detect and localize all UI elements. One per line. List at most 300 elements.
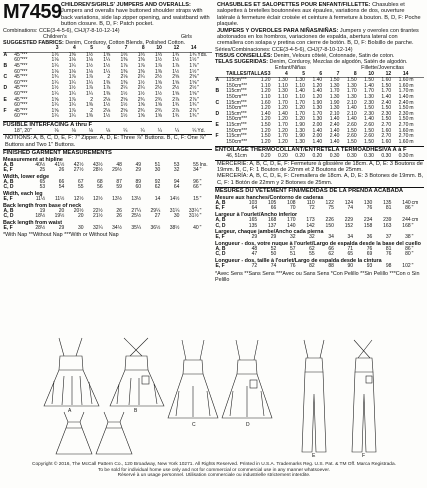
row-value: 142	[306, 222, 315, 229]
row-value: 1¼	[51, 63, 59, 70]
measurement-title: Longueur - dos, votre nuque à l'ourlet/Largo de espalda desde la base del cuello	[215, 240, 421, 247]
row-view: E	[215, 122, 219, 128]
row-value: 1⅞	[189, 63, 197, 70]
row-value: 65	[347, 251, 354, 258]
row-value: 86	[405, 205, 411, 212]
row-value: 1.70	[364, 88, 374, 95]
row-width: 115cm***	[226, 122, 247, 128]
row-width: 45"***	[14, 74, 28, 81]
row-value: 87	[116, 178, 122, 185]
measurements-en	[3, 157, 212, 232]
row-value: 1.40	[381, 94, 392, 101]
row-value: 20	[58, 207, 65, 214]
row-value: 1.50	[364, 127, 374, 134]
description-fr-text: Chasubles et salopettes à bretelles boutonnées aux épaules, variations de dos, ouverture latérale à fermeture éclair croisée et ceinture à fermeture à bouton. B, D, F: Poche plaquée.	[217, 2, 421, 28]
measurement-title: Longueur - dos, taille à l'ourlet/Largo de espalda desde la cintura	[215, 257, 382, 264]
row-view: C, D	[3, 213, 14, 220]
row-unit: "	[199, 195, 202, 202]
row-value: 168	[267, 216, 277, 223]
row-view: A, B	[3, 178, 14, 185]
row-width: 115cm***	[226, 110, 247, 117]
row-value: 1⅝	[172, 79, 180, 86]
row-unit: "	[197, 57, 200, 64]
row-view: E, F	[215, 262, 225, 269]
row-value: 1.90	[295, 133, 305, 140]
row-width: 150cm***	[226, 127, 248, 134]
size-header-cell: 14	[180, 46, 197, 52]
table-row	[215, 264, 424, 270]
row-value: 1¼	[68, 113, 76, 120]
row-value: 1.30	[295, 127, 305, 134]
row-value: 1.20	[260, 138, 271, 145]
row-unit: "	[197, 102, 200, 109]
row-value: 2.10	[346, 110, 357, 117]
row-value: 1.40	[398, 94, 409, 101]
row-value: 2.40	[329, 122, 340, 128]
size-header-cell: 10	[145, 46, 162, 52]
view-b-drawing	[110, 338, 164, 406]
row-unit: m	[409, 127, 414, 134]
measurement-table	[3, 163, 212, 174]
row-value: 1.60	[381, 77, 392, 84]
row-unit: "	[199, 167, 202, 174]
row-value: 2.60	[346, 122, 357, 128]
row-value: 108	[287, 199, 296, 206]
row-value: 1½	[103, 63, 111, 70]
row-value: 1.20	[278, 138, 288, 145]
fabrics-es-text: Denim, Corduroy, Mezclas de algodón, Satén de algodón.	[269, 59, 408, 66]
row-value: 137	[267, 222, 277, 229]
girls-label: Girls	[180, 33, 192, 40]
row-value: 12½	[92, 195, 103, 202]
row-width: 115cm***	[226, 99, 247, 106]
measurement-table	[215, 201, 424, 212]
row-value: 1.40	[364, 116, 374, 123]
row-value: 1.20	[278, 127, 288, 134]
row-unit: "	[199, 224, 202, 231]
row-value: 1½	[103, 102, 111, 109]
enfant-label: Enfant/Niñas	[275, 65, 306, 72]
row-value: 1¾	[189, 113, 197, 120]
row-value: 74	[270, 262, 277, 269]
row-value: 1.70	[398, 88, 409, 95]
table-row	[215, 140, 424, 146]
row-value: 2¾	[137, 96, 145, 103]
row-value: 226	[325, 216, 334, 223]
row-value: 1¾	[172, 102, 180, 109]
row-value: 51	[289, 251, 296, 258]
row-unit: "	[197, 68, 200, 75]
row-value: 20½	[73, 207, 84, 214]
copyright-line-2: To be sold for individual home use only and not for commercial or commercial use in any manner whatsoever.	[98, 467, 330, 473]
row-unit: m	[409, 77, 414, 84]
row-view: E, F	[3, 195, 13, 202]
row-unit: m	[409, 88, 414, 95]
row-value: 1⅜	[68, 51, 76, 58]
row-value: 76	[366, 245, 373, 252]
row-unit: m	[409, 94, 414, 101]
row-value: 68	[97, 178, 103, 185]
row-value: 1⅛	[86, 68, 93, 75]
row-value: 2⅞	[189, 96, 197, 103]
row-value: 30	[77, 224, 84, 231]
row-value: 34	[193, 167, 199, 174]
view-a-label: A	[68, 408, 72, 414]
row-value: 34½	[112, 224, 122, 231]
row-value: 1⅝	[137, 102, 145, 109]
size-header-cell: 4	[59, 46, 76, 52]
row-value: 1.20	[312, 94, 323, 101]
row-value: 51	[154, 161, 161, 168]
french-spanish-column	[215, 2, 424, 283]
row-value: 56	[97, 184, 103, 191]
row-value: 2.70	[398, 133, 409, 140]
row-view: C, D	[3, 184, 14, 191]
row-value: 15	[193, 195, 199, 202]
row-unit: m	[409, 105, 414, 112]
row-value: 1⅝	[103, 51, 111, 58]
row-view: C, D	[215, 251, 226, 258]
row-value: 1.40	[312, 138, 323, 145]
size-header-label: TAILLES/TALLAS	[226, 70, 268, 77]
row-value: 1.50	[346, 138, 357, 145]
row-value: 2½	[189, 85, 197, 92]
row-value: 1.20	[278, 116, 288, 123]
row-value: 2⅝	[120, 107, 128, 114]
title-es: JUMPERS Y OVEROLES PARA NIÑAS/NIÑAS:	[217, 27, 339, 34]
row-value: 1.60	[398, 127, 409, 134]
row-value: 1.40	[346, 105, 357, 112]
row-value: 1⅝	[51, 96, 59, 103]
row-view: A, B	[215, 245, 226, 252]
row-value: 94	[173, 178, 180, 185]
row-value: 2¼	[137, 74, 145, 81]
row-width: 45"***	[14, 85, 28, 92]
row-value: 229	[344, 216, 354, 223]
row-value: 1½	[137, 79, 145, 86]
row-value: 2¾	[154, 107, 162, 114]
row-width: 60"***	[14, 102, 28, 109]
english-column	[3, 2, 212, 239]
row-value: 86	[405, 245, 411, 252]
row-value: 1.60	[398, 138, 409, 145]
row-value: 40	[193, 224, 199, 231]
row-value: 14	[154, 195, 161, 202]
row-width: 150cm***	[226, 82, 248, 89]
notions-en: NOTIONS: A, B, C, D, E, F: 7" Zipper. A, D, E: Three ⅞" Buttons. B, C, F: One ⅞" Buttons and Two 1" Buttons.	[3, 134, 212, 148]
row-value: 2½	[154, 85, 162, 92]
size-header-cell: 5	[288, 72, 305, 78]
row-view: B	[3, 63, 8, 70]
row-value: 2½	[154, 74, 162, 81]
row-value: 1⅞	[137, 63, 145, 70]
row-value: 1.20	[295, 116, 305, 123]
row-unit: "	[199, 213, 202, 220]
row-value: 1.50	[364, 138, 374, 145]
size-header-cell: 10	[357, 72, 374, 78]
finished-header-fr: MESURES DU VÊTEMENT FINI/MEDIDAS DE LA PRENDA ACABADA	[215, 187, 424, 195]
row-value: 1.60	[381, 138, 392, 145]
row-value: 64	[251, 205, 258, 212]
row-value: 55	[77, 184, 84, 191]
measurement-table	[3, 209, 212, 220]
measurement-title: Largeur à l'ourlet/Ancho inferior	[215, 211, 298, 218]
row-value: 32¼	[92, 224, 103, 231]
row-value: 52	[270, 245, 277, 252]
row-value: 2¾	[154, 96, 162, 103]
row-value: 239	[383, 216, 392, 223]
size-header-cell: 6	[93, 46, 110, 52]
size-header-cell: 12	[374, 72, 391, 78]
row-value: 2¼	[120, 85, 128, 92]
row-unit: "	[197, 90, 200, 97]
row-value: ⅛	[106, 127, 111, 134]
row-value: 0.30	[398, 152, 409, 159]
row-value: 1⅔	[154, 51, 162, 58]
row-value: 57	[289, 245, 296, 252]
row-value: 1.20	[260, 77, 271, 84]
fabrics-text: Denim, Corduroy, Cotton Blends, Polished Cotton.	[65, 40, 186, 47]
row-view: F	[3, 107, 7, 114]
row-value: 1⅝	[154, 102, 162, 109]
header-en	[3, 2, 212, 28]
row-unit: "	[197, 79, 200, 86]
row-value: 43½	[92, 161, 103, 168]
row-value: 80	[405, 251, 411, 258]
row-value: 1⅜	[154, 68, 162, 75]
nap-note-en: *With Nap **Without Nap ***With or Without Nap	[3, 232, 119, 239]
row-value: 173	[306, 216, 315, 223]
row-value: 1⅜	[86, 113, 93, 120]
row-value: 88	[328, 262, 334, 269]
description-es-text: Jumpers y overoles con tirantes abotonados en los hombros, variaciones de espalda, abertura lateral con cremallera con solapa y pretina con cierre de botón. B, D, F: Bolsillo de parche.	[217, 27, 419, 47]
row-value: 1⅜	[137, 57, 145, 64]
nap-note-fr: *Avec Sens **Sans Sens ***Avec ou Sans Sens *Con Pelillo **Sin Pelillo ***Con o Sin Pelillo	[215, 270, 420, 283]
row-value: 1.40	[312, 88, 323, 95]
row-value: 1.60	[381, 127, 392, 134]
row-value: 62	[309, 245, 315, 252]
row-value: 1⅞	[68, 74, 76, 81]
row-value: 1.30	[329, 82, 340, 89]
row-value: 1½	[120, 113, 128, 120]
row-value: 71	[347, 245, 354, 252]
children-label: Children's	[43, 33, 67, 40]
row-value: 2.60	[364, 133, 374, 140]
row-value: 1.60	[398, 82, 409, 89]
row-value: 1.40	[295, 88, 305, 95]
row-value: 1⅝	[51, 107, 59, 114]
row-width: 115cm***	[226, 77, 247, 84]
row-width: 45"***	[14, 107, 28, 114]
row-value: 1.50	[381, 82, 392, 89]
row-value: 19	[39, 207, 46, 214]
row-value: 2.70	[381, 133, 392, 140]
row-width: 150cm***	[226, 105, 248, 112]
row-value: 1½	[120, 90, 128, 97]
row-value: 1⅞	[120, 63, 128, 70]
row-value: 2¼	[137, 85, 145, 92]
size-header-cell: 3	[254, 72, 271, 78]
row-value: 1⅜	[120, 57, 128, 64]
row-value: 21½	[92, 213, 103, 220]
row-value: 1.50	[381, 116, 392, 123]
row-value: 70	[289, 205, 296, 212]
row-value: ¼	[174, 127, 180, 134]
row-value: 1¼	[68, 79, 76, 86]
description-en-text: Jumpers and overalls have buttoned shoulder straps with back variations, side lap zipper opening, and waistband with button closure. B, D, F: Patch pocket.	[61, 8, 210, 28]
description-es	[215, 28, 424, 47]
view-c-drawing	[56, 412, 92, 454]
row-unit: "	[411, 222, 414, 229]
row-value: 1⅞	[154, 63, 162, 70]
row-value: 72	[309, 205, 315, 212]
row-value: 1.50	[346, 127, 357, 134]
row-view	[215, 140, 226, 146]
view-d-label: D	[246, 422, 250, 428]
row-value: 1.20	[260, 127, 271, 134]
row-value: 130	[363, 199, 373, 206]
copyright-block	[4, 462, 424, 479]
measurement-title: Measurement at hipline	[3, 156, 63, 163]
row-view: E	[3, 96, 7, 103]
row-value: 1¾	[189, 102, 197, 109]
row-value: 2⅛	[120, 74, 128, 81]
row-value: 1.40	[329, 116, 340, 123]
row-view: C, D	[215, 222, 226, 229]
row-value: 1⅝	[137, 113, 145, 120]
row-value: 76	[385, 251, 392, 258]
row-value: 1.40	[260, 110, 271, 117]
row-value: 1⅜	[137, 68, 145, 75]
row-value: 54	[58, 184, 65, 191]
row-value: 55	[309, 251, 315, 258]
row-value: ⅛	[71, 127, 76, 134]
row-value: 1½	[51, 85, 59, 92]
row-value: 0.20	[312, 152, 323, 159]
row-value: 41½	[54, 161, 65, 168]
row-value: 1⅛	[86, 57, 93, 64]
row-value: 36½	[150, 224, 161, 231]
row-unit: Yd.	[197, 127, 205, 134]
row-value: 35¼	[131, 224, 142, 231]
row-value: 30	[173, 213, 180, 220]
measurement-title: Back length from base of neck	[3, 202, 82, 209]
row-value: 47	[251, 251, 258, 258]
row-unit: "	[411, 245, 414, 252]
row-value: 0.30	[346, 152, 357, 159]
size-header-cell: 6	[305, 72, 322, 78]
row-value: 140	[287, 222, 296, 229]
row-value: 1⅛	[68, 57, 76, 64]
row-value: 1⅞	[68, 96, 76, 103]
row-value: 1.40	[346, 116, 357, 123]
row-value: 1⅔	[137, 51, 145, 58]
row-value: 1½	[189, 68, 197, 75]
row-value: 1.70	[329, 88, 340, 95]
measurement-title: Width, each leg	[3, 190, 43, 197]
row-value: 1.70	[346, 88, 357, 95]
row-value: 2⅛	[103, 107, 111, 114]
row-width: 150cm***	[226, 138, 248, 145]
row-value: 1.10	[278, 94, 288, 101]
row-value: 1.30	[364, 94, 374, 101]
row-value: 65	[39, 178, 46, 185]
copyright-line-1: Copyright © 2016, The McCall Pattern Co., 120 Broadway, New York 10271. All Rights Reserved. Printed in U.S.A. Trademarks Reg. U.S. Pat. & TM Off. Marca Registrada.	[32, 462, 396, 467]
row-view: A	[3, 51, 8, 58]
row-width: 115cm***	[226, 88, 247, 95]
row-value: 2.30	[398, 110, 409, 117]
row-value: 1.20	[278, 105, 288, 112]
row-unit: m	[409, 99, 414, 106]
row-value: 28½	[35, 224, 46, 231]
row-unit: "	[411, 205, 414, 212]
row-value: 2.10	[346, 99, 357, 106]
row-unit: "	[197, 63, 200, 70]
row-value: 1¼	[51, 102, 59, 109]
row-value: 1.50	[260, 122, 271, 128]
row-value: 90	[347, 262, 354, 269]
row-value: 140	[402, 199, 411, 206]
size-header-cell: 7	[323, 72, 340, 78]
row-value: 1.60	[260, 99, 271, 106]
row-value: 2⅝	[120, 96, 128, 103]
row-value: 2.40	[398, 99, 409, 106]
combinations-fr: Séries/Combinaciones: CCE(3-4-5-6), CHJ(7-8-10-12-14)	[215, 46, 353, 53]
row-value: ⅛	[88, 127, 93, 134]
row-value: 38½	[169, 224, 180, 231]
row-width: 60"***	[14, 79, 28, 86]
row-value: 244	[402, 216, 411, 223]
size-header-cell: 4	[271, 72, 288, 78]
row-value: 2.60	[364, 122, 374, 128]
size-header-cell: 8	[340, 72, 357, 78]
row-value: 124	[344, 199, 354, 206]
row-value: 1.20	[312, 82, 323, 89]
row-width: 45"***	[14, 96, 28, 103]
row-value: 11½	[54, 195, 65, 202]
measurement-table	[3, 226, 212, 232]
row-value: 75	[328, 205, 334, 212]
row-unit: m	[409, 133, 414, 140]
fillette-label: Fillette/Jovencitas	[361, 65, 404, 72]
row-value: 1⅝	[189, 79, 197, 86]
row-value: 1¼	[103, 68, 111, 75]
row-value: 1¼	[51, 79, 59, 86]
row-value: 82	[309, 262, 315, 269]
row-value: 26	[58, 167, 65, 174]
row-view: C	[3, 74, 8, 81]
view-e-drawing	[302, 340, 326, 452]
row-value: 0.20	[260, 152, 271, 159]
row-value: 37	[385, 234, 392, 241]
row-view: A, B	[3, 161, 14, 168]
row-value: ⅛	[54, 127, 59, 134]
row-value: 1.40	[329, 138, 340, 145]
row-unit: "	[199, 178, 202, 185]
row-value: 165	[248, 216, 258, 223]
row-value: 1.50	[364, 105, 374, 112]
row-value: 1.30	[346, 82, 357, 89]
row-value: 2.30	[381, 110, 392, 117]
size-header-cell: 3	[42, 46, 59, 52]
fabrics-fr-text: Denim, Velours côtelé, Cotonnade, Satin de coton.	[273, 53, 395, 60]
row-value: 1⅞	[86, 74, 93, 81]
title-en: CHILDREN'S/GIRLS' JUMPERS AND OVERALLS:	[61, 2, 191, 8]
row-value: 1.50	[398, 105, 409, 112]
row-value: 29	[270, 234, 277, 241]
row-width: 60"***	[14, 57, 28, 64]
row-view: B	[215, 88, 220, 95]
